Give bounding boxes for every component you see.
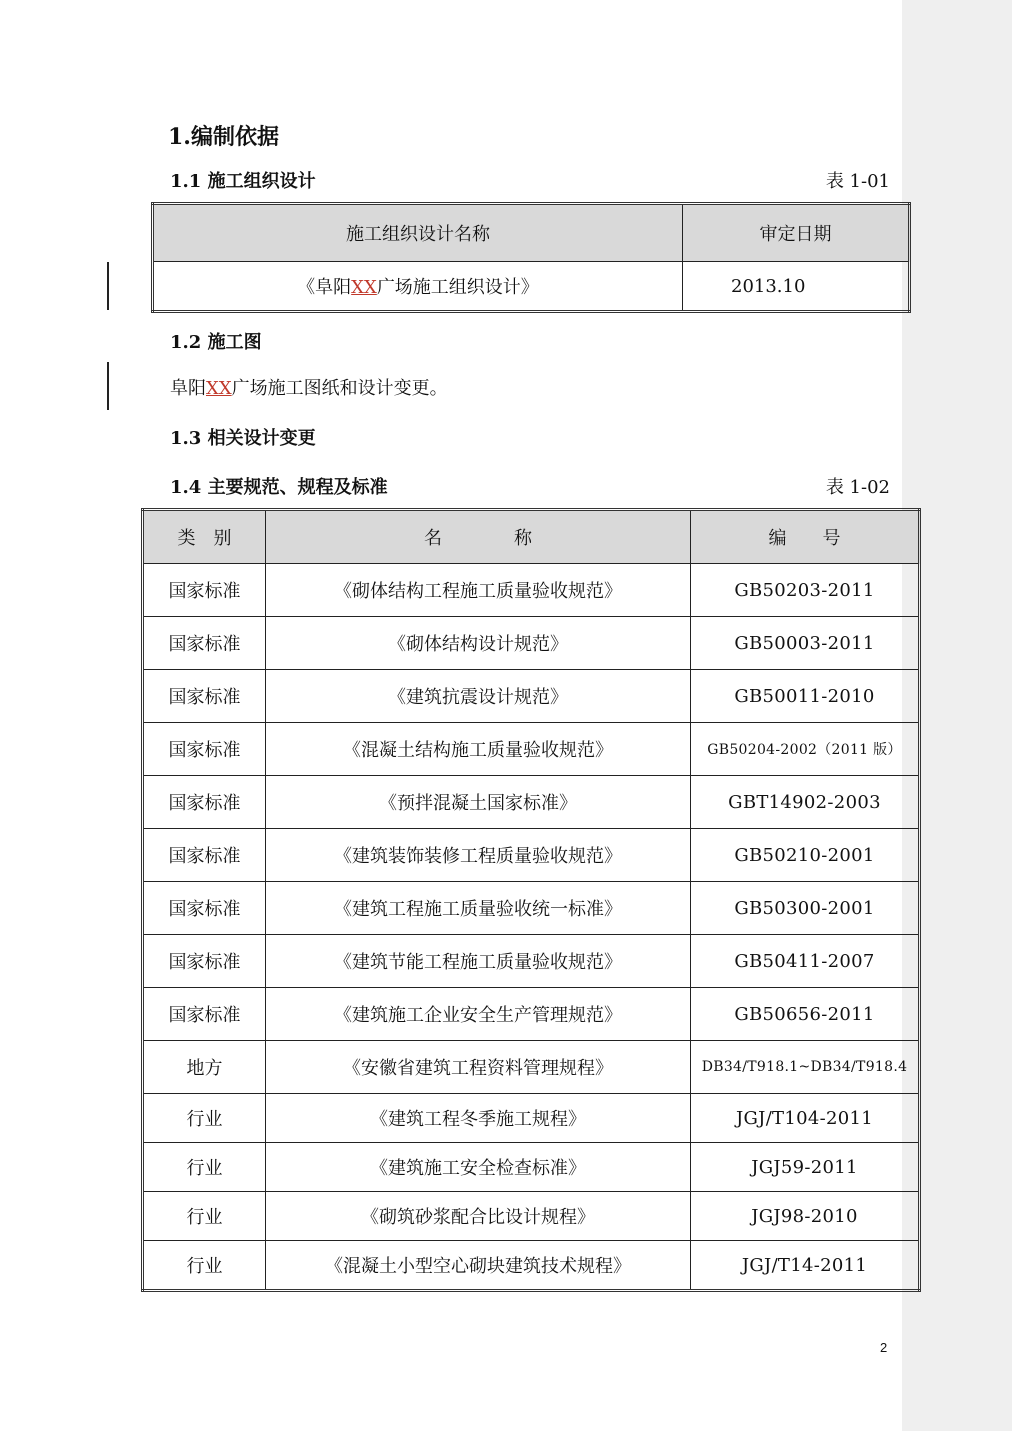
table-row	[143, 564, 920, 617]
table-header-row	[153, 204, 910, 262]
table-row	[143, 1192, 920, 1241]
standard-name-cell: 《建筑施工企业安全生产管理规范》	[266, 988, 691, 1041]
header-design-name: 施工组织设计名称	[153, 204, 683, 262]
table-row	[153, 262, 910, 312]
table-row	[143, 723, 920, 776]
standard-name-cell: 《建筑施工安全检查标准》	[266, 1143, 691, 1192]
table-row	[143, 882, 920, 935]
design-name-cell: 《阜阳XX广场施工组织设计》	[153, 262, 683, 312]
tracked-change-xx[interactable]: XX	[206, 378, 232, 399]
standard-name-cell: 《砌筑砂浆配合比设计规程》	[266, 1192, 691, 1241]
category-cell: 行业	[143, 1192, 266, 1241]
standard-name-cell: 《建筑装饰装修工程质量验收规范》	[266, 829, 691, 882]
header-name: 名 称	[266, 510, 691, 564]
change-bar	[107, 262, 109, 310]
category-cell: 行业	[143, 1241, 266, 1291]
section-1-4-title: 1.4 主要规范、规程及标准	[170, 477, 388, 498]
category-cell: 地方	[143, 1041, 266, 1094]
standard-name-cell: 《建筑节能工程施工质量验收规范》	[266, 935, 691, 988]
standard-code-cell: DB34/T918.1~DB34/T918.4	[691, 1041, 920, 1094]
category-cell: 国家标准	[143, 988, 266, 1041]
standards-table	[141, 508, 921, 1292]
section-heading: 1.编制依据	[168, 124, 279, 150]
page-number: 2	[880, 1340, 888, 1355]
table-row	[143, 1241, 920, 1291]
construction-design-table	[151, 202, 911, 313]
standard-code-cell: GB50411-2007	[691, 935, 920, 988]
table-row	[143, 1143, 920, 1192]
standard-name-cell: 《建筑抗震设计规范》	[266, 670, 691, 723]
section-1-2-title: 1.2 施工图	[170, 332, 262, 353]
table-row	[143, 670, 920, 723]
table-1-02-label: 表 1-02	[825, 477, 890, 498]
standard-code-cell: JGJ98-2010	[691, 1192, 920, 1241]
header-code: 编 号	[691, 510, 920, 564]
table-header-row	[143, 510, 920, 564]
category-cell: 行业	[143, 1143, 266, 1192]
drawings-paragraph: 阜阳XX广场施工图纸和设计变更。	[170, 378, 448, 399]
standard-code-cell: GB50656-2011	[691, 988, 920, 1041]
standard-code-cell: JGJ/T14-2011	[691, 1241, 920, 1291]
table-1-01-label: 表 1-01	[825, 171, 890, 192]
standard-name-cell: 《安徽省建筑工程资料管理规程》	[266, 1041, 691, 1094]
standard-name-cell: 《砌体结构设计规范》	[266, 617, 691, 670]
table-row	[143, 829, 920, 882]
category-cell: 国家标准	[143, 617, 266, 670]
table-row	[143, 1041, 920, 1094]
standard-name-cell: 《混凝土结构施工质量验收规范》	[266, 723, 691, 776]
standard-name-cell: 《建筑工程施工质量验收统一标准》	[266, 882, 691, 935]
tracked-change-xx[interactable]: XX	[351, 277, 377, 298]
category-cell: 国家标准	[143, 882, 266, 935]
table-row	[143, 617, 920, 670]
approval-date-cell: 2013.10	[683, 262, 910, 312]
category-cell: 国家标准	[143, 670, 266, 723]
standard-code-cell: GB50210-2001	[691, 829, 920, 882]
standard-code-cell: GB50003-2011	[691, 617, 920, 670]
header-category: 类 别	[143, 510, 266, 564]
section-1-3-title: 1.3 相关设计变更	[170, 428, 316, 449]
standard-name-cell: 《砌体结构工程施工质量验收规范》	[266, 564, 691, 617]
change-bar	[107, 362, 109, 410]
standard-code-cell: GB50203-2011	[691, 564, 920, 617]
standard-code-cell: JGJ/T104-2011	[691, 1094, 920, 1143]
header-approval-date: 审定日期	[683, 204, 910, 262]
category-cell: 国家标准	[143, 776, 266, 829]
category-cell: 国家标准	[143, 935, 266, 988]
standard-name-cell: 《建筑工程冬季施工规程》	[266, 1094, 691, 1143]
table-row	[143, 935, 920, 988]
standard-code-cell: GB50204-2002（2011 版）	[691, 723, 920, 776]
category-cell: 国家标准	[143, 723, 266, 776]
standard-name-cell: 《预拌混凝土国家标准》	[266, 776, 691, 829]
section-1-1-title: 1.1 施工组织设计	[170, 171, 316, 192]
category-cell: 行业	[143, 1094, 266, 1143]
standard-code-cell: GBT14902-2003	[691, 776, 920, 829]
standard-name-cell: 《混凝土小型空心砌块建筑技术规程》	[266, 1241, 691, 1291]
category-cell: 国家标准	[143, 829, 266, 882]
table-row	[143, 1094, 920, 1143]
standard-code-cell: JGJ59-2011	[691, 1143, 920, 1192]
standard-code-cell: GB50011-2010	[691, 670, 920, 723]
table-row	[143, 776, 920, 829]
category-cell: 国家标准	[143, 564, 266, 617]
table-row	[143, 988, 920, 1041]
standard-code-cell: GB50300-2001	[691, 882, 920, 935]
